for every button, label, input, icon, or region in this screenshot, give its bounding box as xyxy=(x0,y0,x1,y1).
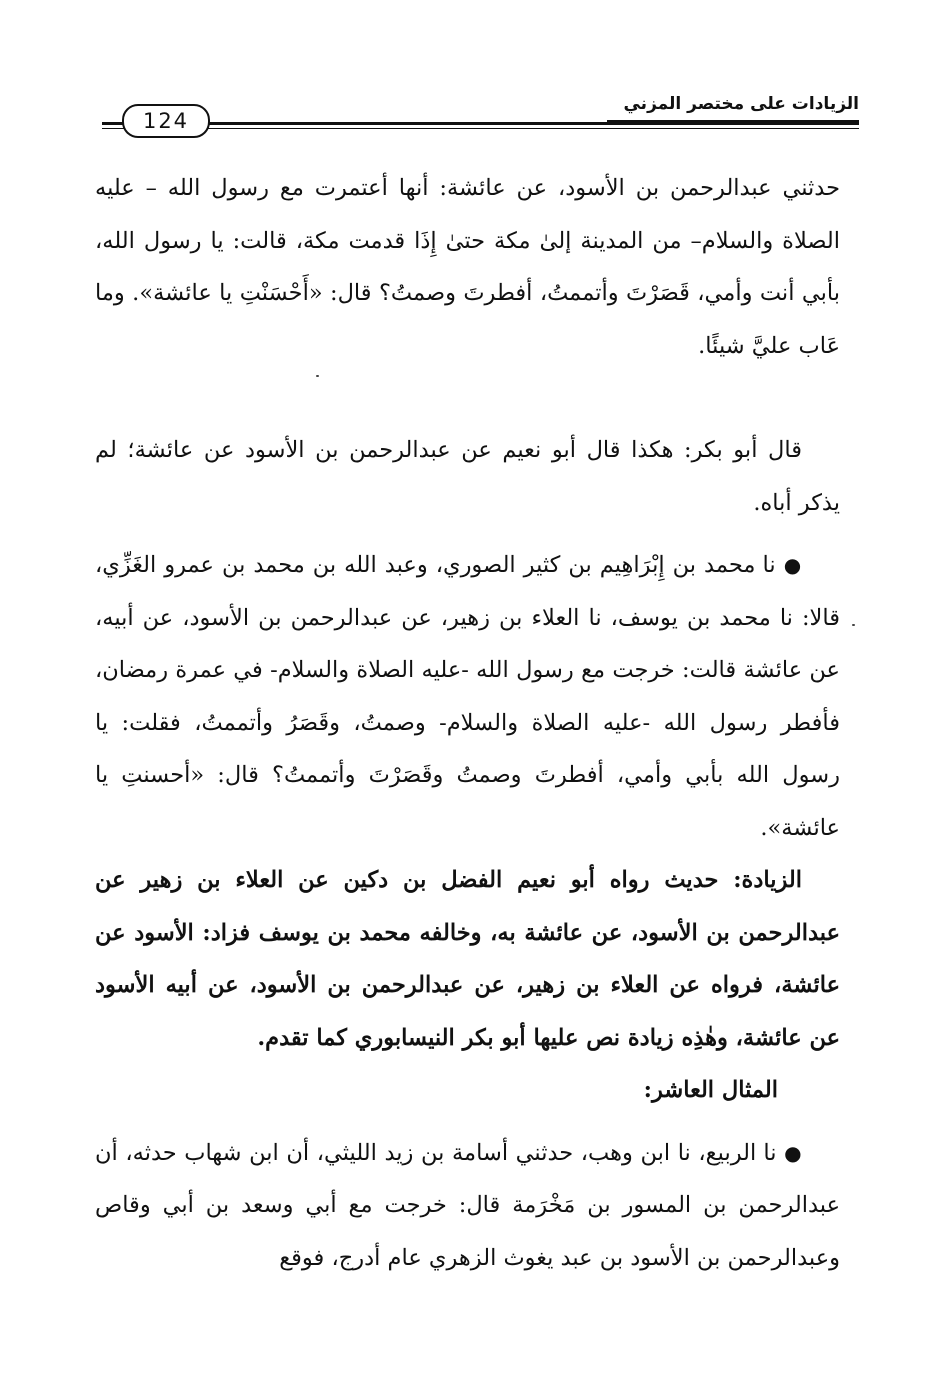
scan-speck xyxy=(316,375,319,377)
bullet-icon: ● xyxy=(783,553,802,577)
paragraph-hadith-1: حدثني عبدالرحمن بن الأسود، عن عائشة: أنها أعتمرت مع رسول الله – عليه الصلاة والسلام– من المدينة إلىٰ مكة حتىٰ إِذَا قدمت مكة، قالت: يا رسول الله، بأبي أنت وأمي، قَصَرْتَ وأتممتُ، أفطرتَ وصمتُ؟ قال: «أَحْسَنْتِ يا عائشة». وما عَاب عليَّ شيئًا. xyxy=(95,175,840,359)
paragraph-hadith-3-text: نا الربيع، نا ابن وهب، حدثني أسامة بن زيد الليثي، أن ابن شهاب حدثه، أن عبدالرحمن بن المسور بن مَخْرَمة قال: خرجت مع أبي وسعد بن أبي وقاص وعبدالرحمن بن الأسود بن عبد يغوث الزهري عام أدرج، فوقع xyxy=(95,1139,840,1271)
bullet-icon: ● xyxy=(784,1140,803,1165)
paragraph-hadith-2-text: نا محمد بن إِبْرَاهِيم بن كثير الصوري، وعبد الله بن محمد بن عمرو الغَزِّي، قالا: نا محمد بن يوسف، نا العلاء بن زهير، عن عبدالرحمن بن الأسود، عن أبيه، عن عائشة قالت: خرجت مع رسول الله -عليه الصلاة والسلام- في عمرة رمضان، فأفطر رسول الله -عليه الصلاة والسلام- وصمتُ، وقَصَرُ وأتممتُ، فقلت: يا رسول الله بأبي وأمي، أفطرتَ وصمتُ وقَصَرْتَ وأتممتُ؟ قال: «أحسنتِ يا عائشة». xyxy=(95,552,840,841)
spacer xyxy=(95,372,840,424)
paragraph-abu-bakr-comment: قال أبو بكر: هكذا قال أبو نعيم عن عبدالرحمن بن الأسود عن عائشة؛ لم يذكر أباه. xyxy=(95,437,840,516)
paragraph-hadith-3 xyxy=(95,1127,840,1285)
page-body xyxy=(95,162,840,1284)
page-number: 124 xyxy=(122,104,210,138)
book-title: الزيادات على مختصر المزني xyxy=(623,94,859,114)
scan-speck xyxy=(852,624,855,626)
spacer xyxy=(95,1117,840,1127)
paragraph-hadith-2 xyxy=(95,539,840,854)
spacer xyxy=(95,529,840,539)
header-rule xyxy=(102,122,859,125)
header-rule-thin xyxy=(102,128,859,129)
section-heading: المثال العاشر: xyxy=(643,1077,778,1103)
paragraph-addition: الزيادة: حديث رواه أبو نعيم الفضل بن دكين عن العلاء بن زهير عن عبدالرحمن بن الأسود، عن عائشة به، وخالفه محمد بن يوسف فزاد: الأسود عن عائشة، فرواه عن العلاء بن زهير، عن عبدالرحمن بن الأسود، عن أبيه الأسود عن عائشة، وهٰذِه زيادة نص عليها أبو بكر النيسابوري كما تقدم. xyxy=(95,867,840,1051)
page-header xyxy=(0,0,951,140)
